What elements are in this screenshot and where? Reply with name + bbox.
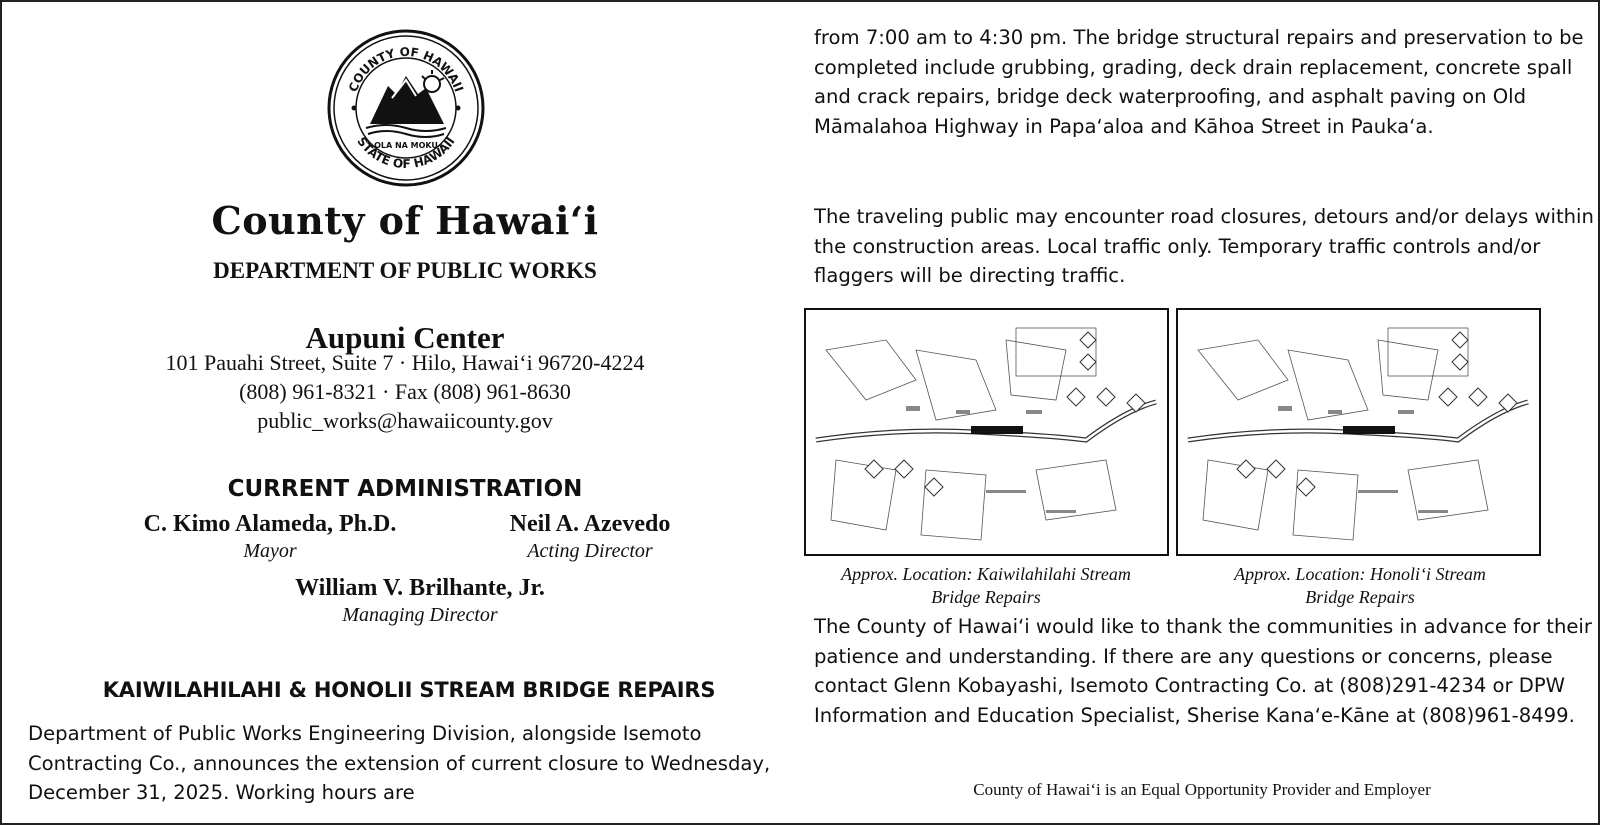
caption-line: Approx. Location: Kaiwilahilahi Stream (841, 564, 1131, 584)
address: 101 Pauahi Street, Suite 7 · Hilo, Hawai‘i 96720-4224 (165, 350, 645, 375)
county-seal-logo (326, 28, 486, 188)
center-name: Aupuni Center (305, 320, 505, 355)
person-name: William V. Brilhante, Jr. (295, 575, 545, 601)
caption-line: Approx. Location: Honoli‘i Stream (1234, 564, 1486, 584)
person-managing-director (220, 575, 620, 627)
person-name: C. Kimo Alameda, Ph.D. (143, 511, 397, 537)
caption-line: Bridge Repairs (1305, 587, 1415, 607)
notice-heading: KAIWILAHILAHI & HONOLII STREAM BRIDGE REPAIRS (102, 678, 716, 702)
right-column (812, 0, 1592, 825)
notice-paragraph-contact: The County of Hawaiʻi would like to thank the communities in advance for their patience and understanding. If there are any questions or concerns, please contact Glenn Kobayashi, Isemoto Contracting Co. at (808)291-4234 or DPW Information and Education Specialist, Sherise Kanaʻe-Kāne at (808)961-8499. (814, 615, 1592, 727)
svg-text:COUNTY OF HAWAII: COUNTY OF HAWAII (345, 44, 467, 94)
svg-text:STATE OF HAWAII: STATE OF HAWAII (354, 134, 458, 172)
person-role: Mayor (243, 540, 297, 562)
eeo-statement: County of Hawai‘i is an Equal Opportunity Provider and Employer (973, 780, 1431, 799)
person-role: Managing Director (342, 604, 498, 626)
notice-paragraph-left: Department of Public Works Engineering Division, alongside Isemoto Contracting Co., announces the extension of current closure to Wednesday, December 31, 2025. Working hours are (28, 722, 771, 804)
map-caption-honolii (1170, 563, 1550, 609)
map-honolii (1176, 308, 1541, 556)
map-kaiwilahilahi (804, 308, 1169, 556)
phone-fax: (808) 961-8321 · Fax (808) 961-8630 (239, 379, 571, 404)
person-name: Neil A. Azevedo (509, 511, 671, 537)
department-name: DEPARTMENT OF PUBLIC WORKS (213, 258, 597, 283)
notice-paragraph-work-details: from 7:00 am to 4:30 pm. The bridge structural repairs and preservation to be completed include grubbing, grading, deck drain replacement, concrete spall and crack repairs, bridge deck waterproofing, and asphalt paving on Old Māmalahoa Highway in Papaʻaloa and Kāhoa Street in Paukaʻa. (814, 26, 1584, 138)
email: public_works@hawaiicounty.gov (257, 408, 553, 433)
caption-line: Bridge Repairs (931, 587, 1041, 607)
person-acting-director (440, 511, 740, 563)
administration-heading: CURRENT ADMINISTRATION (227, 476, 583, 502)
person-mayor (100, 511, 440, 563)
traffic-control-plan-drawing (806, 310, 1167, 554)
map-caption-kaiwilahilahi (796, 563, 1176, 609)
svg-text:OLA NA MOKU: OLA NA MOKU (374, 141, 438, 150)
traffic-control-plan-drawing (1178, 310, 1539, 554)
notice-paragraph-traffic: The traveling public may encounter road closures, detours and/or delays within the construction areas. Local traffic only. Temporary traffic controls and/or flaggers will be directing traffic. (814, 205, 1594, 287)
county-title: County of Hawaiʻi (211, 198, 599, 243)
person-role: Acting Director (527, 540, 653, 562)
